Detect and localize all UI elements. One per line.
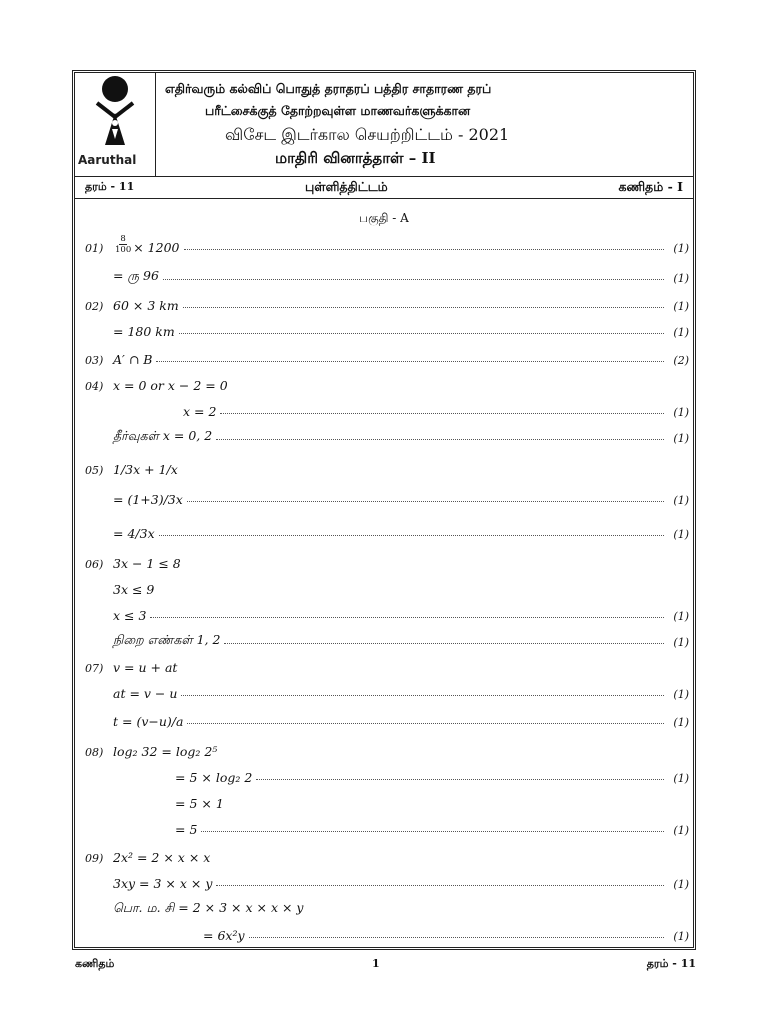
mark-allocation: (1) [673, 300, 689, 313]
grade-label: தரம் - 11 [85, 180, 135, 193]
question-number: 03) [85, 354, 104, 367]
footer-grade: தரம் - 11 [646, 957, 696, 970]
answer-text: = 6x²y [203, 928, 245, 943]
answer-line [85, 843, 689, 865]
answer-line [85, 575, 689, 597]
dot-leader [224, 643, 664, 644]
answer-line [85, 737, 689, 759]
answer-line [85, 455, 689, 477]
mark-allocation: (2) [673, 354, 689, 367]
mark-allocation: (1) [673, 824, 689, 837]
dot-leader [187, 501, 664, 502]
answer-line [85, 423, 689, 445]
subheader [75, 176, 693, 199]
footer-subject: கணிதம் [75, 957, 115, 970]
answer-line [85, 549, 689, 571]
answer-line [85, 869, 689, 891]
question-number: 08) [85, 746, 104, 759]
dot-leader [181, 695, 664, 696]
answer-text: = (1+3)/3x [113, 492, 183, 507]
mark-allocation: (1) [673, 494, 689, 507]
answer-line [85, 653, 689, 675]
answer-line [85, 789, 689, 811]
answer-text: 2x² = 2 × x × x [113, 850, 211, 865]
answer-line [85, 679, 689, 701]
mark-allocation: (1) [673, 610, 689, 623]
section-title: பகுதி - A [359, 211, 409, 225]
answer-text: log₂ 32 = log₂ 2⁵ [113, 744, 218, 759]
answer-text: A′ ∩ B [113, 352, 153, 367]
header-line-3: விசேட இடர்கால செயற்றிட்டம் - 2021 [225, 125, 510, 144]
header-line-4: மாதிரி வினாத்தாள் – II [275, 149, 436, 167]
answer-text: x ≤ 3 [113, 608, 147, 623]
logo-text: Aaruthal [78, 153, 137, 167]
mark-allocation: (1) [673, 326, 689, 339]
mark-allocation: (1) [673, 528, 689, 541]
mark-allocation: (1) [673, 242, 689, 255]
answer-text: 3x − 1 ≤ 8 [113, 556, 181, 571]
question-number: 07) [85, 662, 104, 675]
answer-line [85, 921, 689, 943]
answer-text: = 4/3x [113, 526, 155, 541]
mark-allocation: (1) [673, 636, 689, 649]
answer-line [85, 627, 689, 649]
answer-line [85, 345, 689, 367]
header [75, 73, 693, 177]
answer-line [85, 895, 689, 917]
answer-line [85, 263, 689, 285]
answer-line [85, 233, 689, 255]
answer-text: பொ. ம. சி = 2 × 3 × x × x × y [113, 900, 304, 915]
answer-text: x = 2 [183, 404, 217, 419]
page-frame [72, 70, 696, 950]
answer-line [85, 815, 689, 837]
answer-text: தீர்வுகள் x = 0, 2 [113, 428, 213, 443]
answer-text: நிறை எண்கள் 1, 2 [113, 632, 221, 647]
logo-figure-icon [75, 73, 155, 153]
dot-leader [150, 617, 664, 618]
question-number: 09) [85, 852, 104, 865]
dot-leader [256, 779, 664, 780]
dot-leader [159, 535, 664, 536]
answer-text: = 5 × log₂ 2 [175, 770, 253, 785]
subject-label: கணிதம் - I [618, 179, 683, 194]
answer-text: t = (v−u)/a [113, 714, 184, 729]
answer-text: v = u + at [113, 660, 178, 675]
mark-allocation: (1) [673, 432, 689, 445]
answer-text: = 180 km [113, 324, 175, 339]
mark-allocation: (1) [673, 716, 689, 729]
answer-text: at = v − u [113, 686, 178, 701]
header-line-1: எதிர்வரும் கல்விப் பொதுத் தராதரப் பத்திர சாதாரண தரப் [165, 81, 492, 96]
answer-line [85, 707, 689, 729]
dot-leader [187, 723, 664, 724]
answer-line [85, 371, 689, 393]
mark-allocation: (1) [673, 930, 689, 943]
footer-page-number: 1 [372, 957, 380, 970]
dot-leader [249, 937, 664, 938]
answer-line [85, 519, 689, 541]
dot-leader [163, 279, 664, 280]
fraction: $\frac{8}{100}$ [115, 234, 132, 255]
answer-text: = 5 [175, 822, 198, 837]
answer-text: 1/3x + 1/x [113, 462, 178, 477]
answer-text: x = 0 or x − 2 = 0 [113, 378, 228, 393]
dot-leader [201, 831, 664, 832]
dot-leader [216, 439, 664, 440]
answer-text: × 1200 [133, 240, 180, 255]
answer-line [85, 317, 689, 339]
dot-leader [184, 249, 665, 250]
answer-line [85, 601, 689, 623]
mark-allocation: (1) [673, 272, 689, 285]
mark-allocation: (1) [673, 878, 689, 891]
question-number: 01) [85, 242, 104, 255]
answer-text: 3x ≤ 9 [113, 582, 155, 597]
answer-line [85, 397, 689, 419]
dot-leader [220, 413, 664, 414]
answer-text: 3xy = 3 × x × y [113, 876, 213, 891]
marking-scheme-title: புள்ளித்திட்டம் [305, 179, 388, 194]
question-number: 04) [85, 380, 104, 393]
dot-leader [216, 885, 664, 886]
answer-line [85, 291, 689, 313]
dot-leader [183, 307, 664, 308]
answer-text: 60 × 3 km [113, 298, 179, 313]
header-line-2: பரீட்சைக்குத் தோற்றவுள்ள மாணவர்களுக்கான [205, 103, 471, 118]
answer-text: = ரு 96 [113, 268, 159, 283]
mark-allocation: (1) [673, 688, 689, 701]
logo [75, 73, 156, 176]
answer-line [85, 763, 689, 785]
answer-text: = 5 × 1 [175, 796, 224, 811]
dot-leader [179, 333, 664, 334]
mark-allocation: (1) [673, 772, 689, 785]
dot-leader [156, 361, 664, 362]
question-number: 05) [85, 464, 104, 477]
question-number: 02) [85, 300, 104, 313]
mark-allocation: (1) [673, 406, 689, 419]
answer-line [85, 485, 689, 507]
question-number: 06) [85, 558, 104, 571]
